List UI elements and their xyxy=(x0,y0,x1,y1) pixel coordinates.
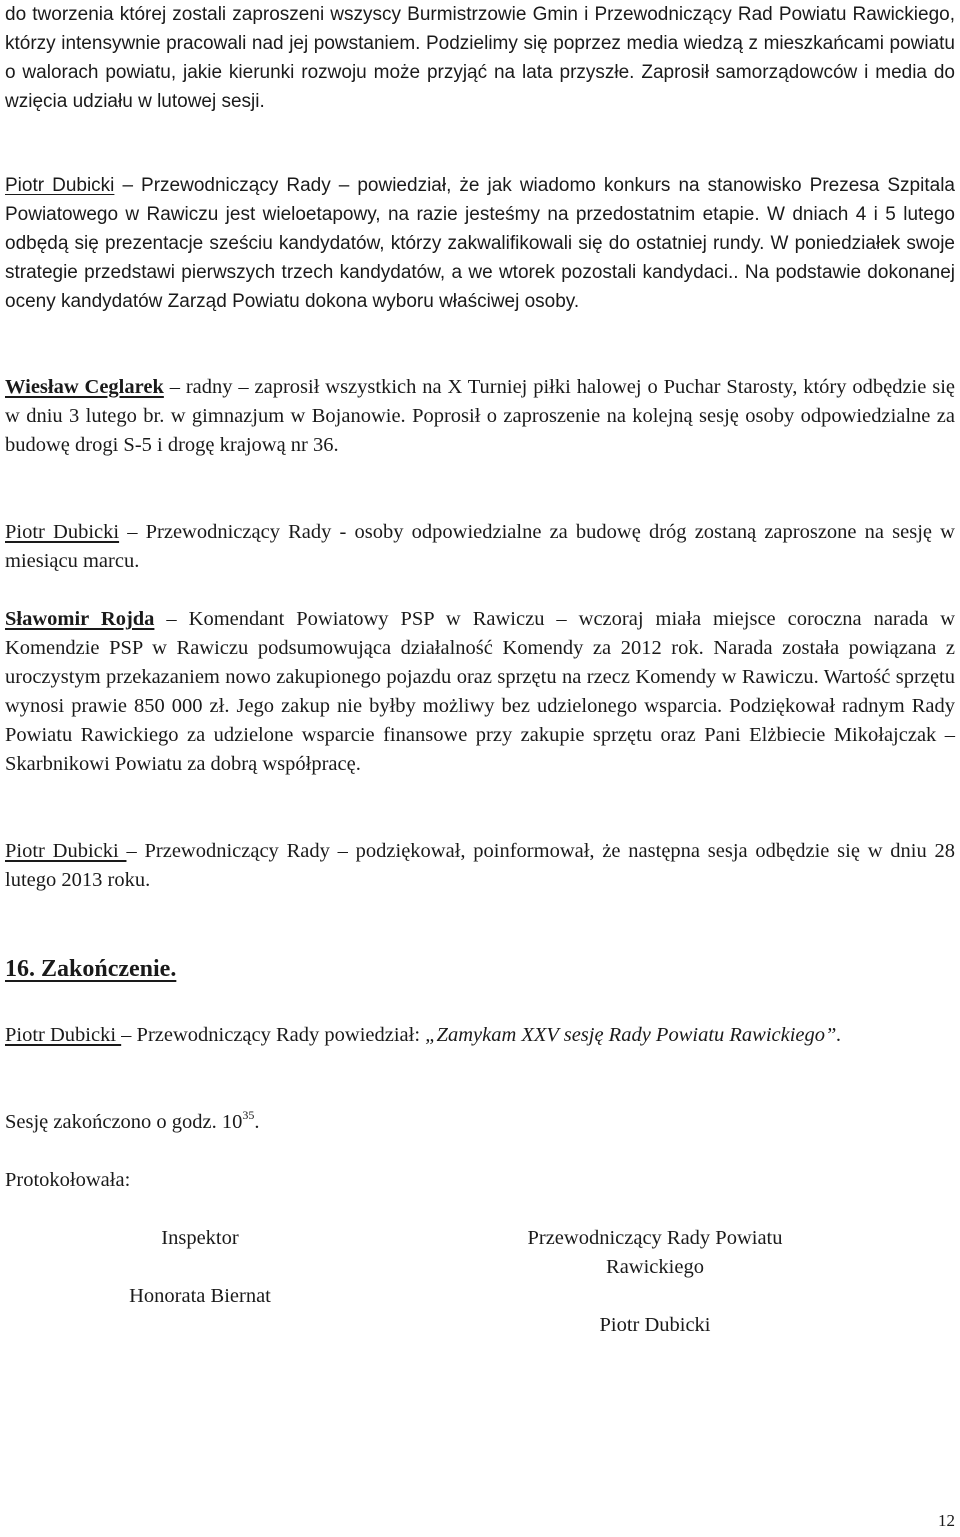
paragraph-text: – Przewodniczący Rady powiedział: xyxy=(121,1024,426,1046)
paragraph-text: – Przewodniczący Rady – powiedział, że jak wiadomo konkurs na stanowisko Prezesa Szpitala Powiatowego w Rawiczu jest wieloetapowy, na razie jesteśmy na przedostatnim etapie. W dniach 4 i 5 lutego odbędą się prezentacje sześciu kandydatów, którzy zakwalifikowali się do ostatniej rundy. W poniedziałek swoje strategie przedstawi pierwszych trzech kandydatów, a we wtorek pozostali kandydaci.. Na podstawie dokonanej oceny kandydatów Zarząd Powiatu dokona wyboru właściwej osoby. xyxy=(5,175,955,312)
session-end-period: . xyxy=(254,1111,260,1133)
speaker-name: Piotr Dubicki xyxy=(5,521,120,543)
protocol-label-text: Protokołowała: xyxy=(5,1169,131,1191)
session-end-line xyxy=(5,1108,955,1137)
paragraph-dubicki-2 xyxy=(5,518,955,576)
session-end-text: Sesję zakończono o godz. 10 xyxy=(5,1111,243,1133)
signature-right-name: Piotr Dubicki xyxy=(599,1314,711,1336)
paragraph-dubicki-1 xyxy=(5,171,955,316)
signature-right-title-2: Rawickiego xyxy=(606,1256,704,1278)
paragraph-dubicki-closing xyxy=(5,1021,955,1050)
page-number: 12 xyxy=(938,1511,955,1530)
paragraph-text: – Komendant Powiatowy PSP w Rawiczu – wczoraj miała miejsce coroczna narada w Komendzie PSP w Rawiczu podsumowująca działalność Komendy za 2012 rok. Narada została powiązana z uroczystym przekazaniem nowo zakupionego pojazdu oraz sprzętu na rzecz Komendy w Rawiczu. Wartość sprzętu wynosi prawie 850 000 zł. Jego zakup nie byłby możliwy bez udzielonego wsparcia. Podziękował radnym Rady Powiatu Rawickiego za udzielone wsparcie finansowe przy zakupie sprzętu oraz Pani Elżbiecie Mikołajczak – Skarbnikowi Powiatu za dobrą współpracę. xyxy=(5,608,955,775)
speaker-name: Piotr Dubicki xyxy=(5,840,127,862)
paragraph-rojda xyxy=(5,605,955,779)
signature-left-title: Inspektor xyxy=(161,1227,239,1249)
paragraph-text: – Przewodniczący Rady - osoby odpowiedzialne za budowę dróg zostaną zaproszone na sesję w miesiącu marcu. xyxy=(5,521,955,572)
paragraph-dubicki-3 xyxy=(5,837,955,895)
closing-quote: „Zamykam XXV sesję Rady Powiatu Rawickiego”. xyxy=(425,1024,842,1046)
paragraph-text: – radny – zaprosił wszystkich na X Turniej piłki halowej o Puchar Starosty, który odbędzie się w dniu 3 lutego br. w gimnazjum w Bojanowie. Poprosił o zaproszenie na kolejną sesję osoby odpowiedzialne za budowę drogi S-5 i drogę krajową nr 36. xyxy=(5,376,955,456)
intro-text: do tworzenia której zostali zaproszeni wszyscy Burmistrzowie Gmin i Przewodniczący Rad Powiatu Rawickiego, którzy intensywnie pracowali nad jej powstaniem. Podzielimy się poprzez media wiedzą z mieszkańcami powiatu o walorach powiatu, jakie kierunki rozwoju może przyjąć na lata przyszłe. Zaprosił samorządowców i media do wzięcia udziału w lutowej sesji. xyxy=(5,4,955,112)
signature-left-name: Honorata Biernat xyxy=(129,1285,271,1307)
speaker-name: Piotr Dubicki xyxy=(5,1024,122,1046)
paragraph-ceglarek xyxy=(5,373,955,460)
paragraph-text: – Przewodniczący Rady – podziękował, poinformował, że następna sesja odbędzie się w dniu 28 lutego 2013 roku. xyxy=(5,840,955,891)
speaker-name: Sławomir Rojda xyxy=(5,608,155,630)
protocol-label xyxy=(5,1166,955,1195)
speaker-name: Piotr Dubicki xyxy=(5,175,115,196)
session-end-minutes: 35 xyxy=(242,1108,255,1122)
section-heading: 16. Zakończenie. xyxy=(5,956,177,982)
intro-paragraph xyxy=(5,0,955,116)
signature-right-title-1: Przewodniczący Rady Powiatu xyxy=(527,1227,783,1249)
speaker-name: Wiesław Ceglarek xyxy=(5,376,164,398)
